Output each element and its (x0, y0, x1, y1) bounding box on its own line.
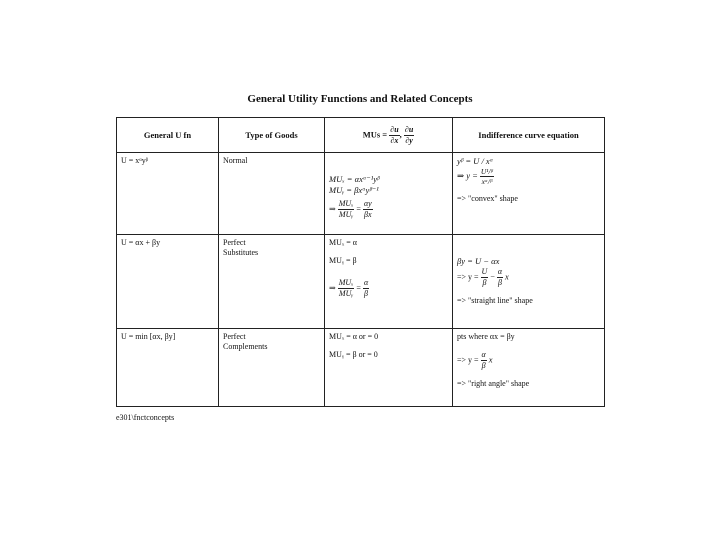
ratio-rhs-den: βx (364, 210, 372, 220)
ratio-num: MUₓ (338, 278, 354, 287)
muy-line: MUᵧ = βxᵅyᵝ⁻¹ (329, 184, 379, 195)
ratio-rhs-den: β (364, 289, 369, 298)
type-line: Perfect (223, 332, 246, 341)
type-line: Normal (223, 156, 248, 165)
ic-line2-minus: − (490, 271, 495, 281)
type-line: Complements (223, 342, 268, 351)
header-mus (325, 118, 453, 153)
cell-ic (453, 329, 605, 407)
ic-line2-prefix: ⇒ y = (457, 170, 478, 181)
header-type-of-goods: Type of Goods (219, 118, 325, 153)
ic-line2-den: β (481, 361, 486, 370)
cell-general-fn (117, 153, 219, 235)
cell-ic (453, 153, 605, 235)
ic-line2-prefix: => y = (457, 271, 479, 281)
ic-line2-num: U (481, 266, 488, 276)
ic-line2-suffix: x (488, 354, 493, 365)
ic-line2-num: U¹/ᵝ (480, 166, 493, 176)
cell-general-fn (117, 329, 219, 407)
mux-line: MUₓ = αxᵅ⁻¹yᵝ (329, 174, 380, 184)
table-row (117, 329, 605, 407)
ratio-eq: = (356, 283, 361, 293)
muy-line: MUᵧ = β or = 0 (329, 350, 378, 359)
table-row (117, 235, 605, 329)
cell-type (219, 329, 325, 407)
fn-text: U = αx + βy (121, 238, 161, 247)
mux-line: MUₓ = α or = 0 (329, 332, 379, 341)
muy-line: MUᵧ = β (329, 256, 357, 265)
ratio-num: MUₓ (338, 199, 354, 209)
ratio-rhs-num: αy (363, 199, 372, 209)
ic-line2-frac (481, 350, 487, 371)
mux-line: MUₓ = α (329, 238, 357, 247)
ic-shape: => "right angle" shape (457, 379, 530, 388)
ic-line2 (457, 267, 600, 288)
ic-line2-num: α (481, 350, 486, 359)
ratio-eq: = (356, 204, 361, 214)
ic-line1: βy = U − αx (457, 256, 500, 266)
header-mus-frac1-num: ∂u (390, 124, 399, 134)
ic-line2-den2: β (497, 277, 502, 287)
cell-mu (325, 153, 453, 235)
fn-text: U = xᵅyᵝ (121, 156, 149, 165)
header-mus-sep: , (399, 128, 402, 139)
ic-line2-den: β (482, 277, 487, 287)
ratio-frac (338, 278, 355, 299)
table-row (117, 153, 605, 235)
ic-line2-num2: α (497, 266, 503, 276)
header-mus-frac1-den: ∂x (390, 135, 399, 145)
ic-line2-frac2 (497, 267, 503, 288)
ic-shape: => "convex" shape (457, 194, 518, 204)
table-header-row (117, 118, 605, 153)
type-line: Perfect (223, 238, 246, 247)
ratio-prefix: ⇒ (329, 204, 336, 214)
ratio-rhs-frac (363, 199, 373, 220)
ic-line1: pts where αx = βy (457, 332, 515, 341)
ic-line2 (457, 350, 600, 371)
page-title: General Utility Functions and Related Concepts (247, 93, 473, 105)
ic-shape: => "straight line" shape (457, 295, 533, 305)
cell-type (219, 235, 325, 329)
cell-type (219, 153, 325, 235)
header-general-u-fn: General U fn (117, 118, 219, 153)
header-mus-frac1 (389, 125, 399, 146)
ic-line2-frac (480, 167, 494, 187)
type-line: Substitutes (223, 248, 259, 257)
header-mus-prefix: MUs = (362, 128, 388, 139)
ic-line2-den: xᵅ/ᵝ (481, 177, 493, 186)
header-mus-frac2-num: ∂u (404, 124, 414, 134)
mu-ratio (329, 199, 448, 220)
ic-line2 (457, 167, 600, 187)
cell-general-fn (117, 235, 219, 329)
ic-line1: yᵝ = U / xᵅ (457, 156, 494, 166)
ratio-den: MUᵧ (338, 289, 354, 298)
ratio-rhs-num: α (363, 278, 369, 287)
cell-mu (325, 235, 453, 329)
fn-text: U = min [αx, βy] (121, 332, 176, 341)
ic-line2-suffix: x (505, 270, 509, 281)
ic-line2-frac1 (481, 267, 489, 288)
cell-mu (325, 329, 453, 407)
ratio-prefix: ⇒ (329, 283, 336, 293)
header-mus-frac2-den: ∂y (405, 135, 413, 145)
file-caption: e301\fnctconcepts (116, 413, 175, 422)
header-indifference-curve: Indifference curve equation (453, 118, 605, 153)
header-mus-frac2 (404, 125, 414, 146)
utility-table (116, 117, 605, 407)
ratio-den: MUᵧ (338, 210, 354, 220)
cell-ic (453, 235, 605, 329)
mu-ratio (329, 278, 448, 299)
ratio-frac (338, 199, 355, 220)
ic-line2-prefix: => y = (457, 355, 479, 365)
ratio-rhs-frac (363, 278, 369, 299)
